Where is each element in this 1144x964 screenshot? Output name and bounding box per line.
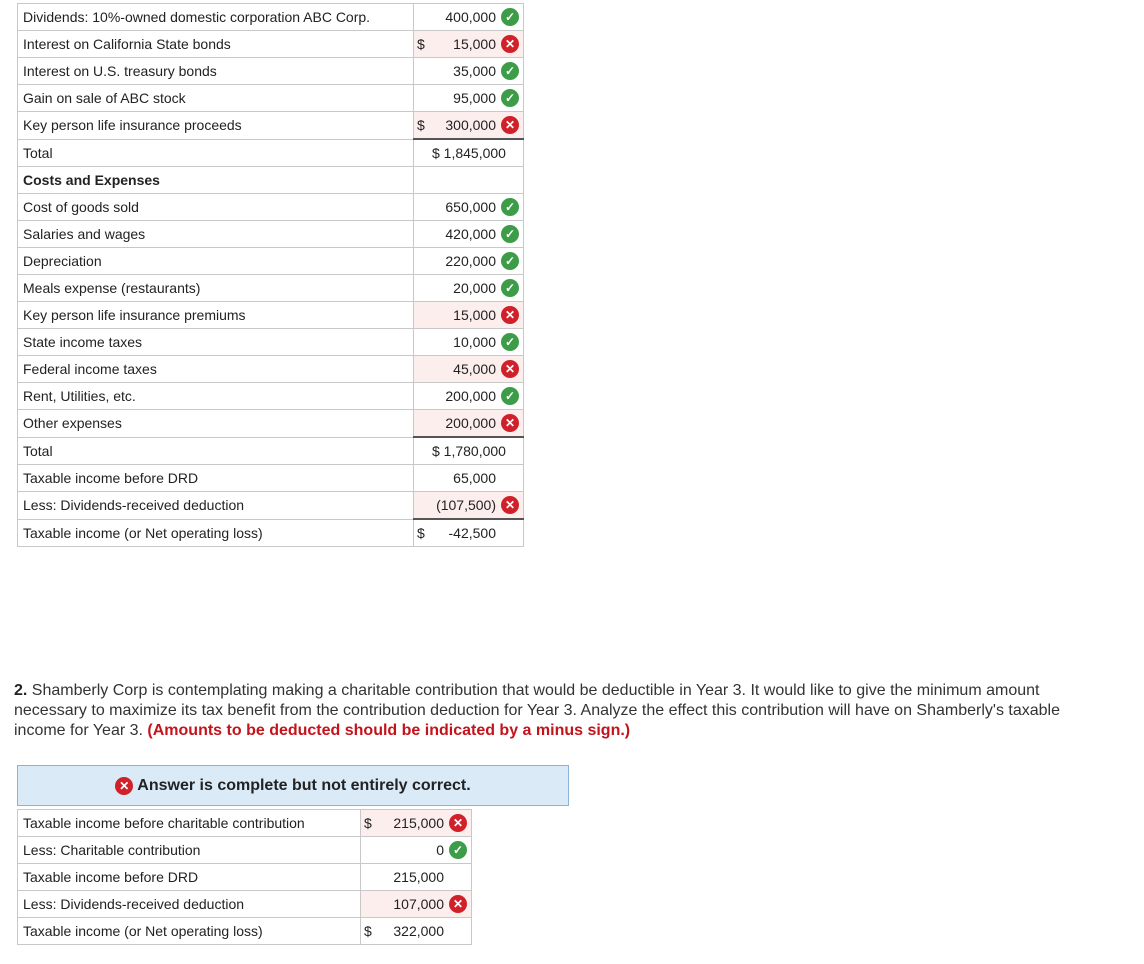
row-label: Taxable income before DRD — [18, 465, 414, 492]
table-row — [18, 410, 524, 438]
amount-value: 35,000 — [453, 63, 496, 79]
row-label: State income taxes — [18, 329, 414, 356]
table-row — [18, 519, 524, 547]
table-row — [18, 112, 524, 140]
table-row — [18, 437, 524, 465]
currency-symbol: $ — [417, 117, 425, 133]
row-label: Taxable income before charitable contribution — [18, 810, 361, 837]
checkmark-icon: ✓ — [449, 841, 467, 859]
question-body: Shamberly Corp is contemplating making a charitable contribution that would be deductible in Year 3. It would like to give the minimum amount necessary to maximize its tax benefit from the contribution deduction for Year 3. Analyze the effect this contribution will have on Shamberly's taxable income for Year 3. — [14, 682, 1060, 739]
checkmark-icon: ✓ — [501, 8, 519, 26]
table-row — [18, 302, 524, 329]
incorrect-icon: ✕ — [501, 496, 519, 514]
amount-input[interactable] — [414, 31, 524, 58]
table-row — [18, 4, 524, 31]
incorrect-icon: ✕ — [501, 360, 519, 378]
amount-input[interactable] — [361, 891, 472, 918]
amount-value: (107,500) — [436, 497, 496, 513]
table-row — [18, 837, 472, 864]
currency-symbol: $ — [417, 36, 425, 52]
currency-symbol: $ — [364, 815, 372, 831]
amount-value: 650,000 — [445, 199, 496, 215]
amount-input[interactable] — [414, 410, 524, 438]
value-cell — [414, 167, 524, 194]
table-row — [18, 58, 524, 85]
amount-value: 322,000 — [393, 923, 444, 939]
incorrect-icon: ✕ — [501, 116, 519, 134]
currency-symbol: $ — [417, 525, 425, 541]
row-label: Taxable income (or Net operating loss) — [18, 519, 414, 547]
table-row — [18, 465, 524, 492]
incorrect-icon: ✕ — [501, 35, 519, 53]
amount-value: 10,000 — [453, 334, 496, 350]
amount-input[interactable] — [414, 329, 524, 356]
checkmark-icon: ✓ — [501, 198, 519, 216]
table-row — [18, 492, 524, 520]
amount-input[interactable] — [414, 221, 524, 248]
table-row — [18, 329, 524, 356]
amount-value: 420,000 — [445, 226, 496, 242]
row-label: Dividends: 10%-owned domestic corporation ABC Corp. — [18, 4, 414, 31]
row-label: Cost of goods sold — [18, 194, 414, 221]
amount-input[interactable] — [414, 383, 524, 410]
row-label: Key person life insurance premiums — [18, 302, 414, 329]
row-label: Interest on California State bonds — [18, 31, 414, 58]
amount-value: 215,000 — [393, 815, 444, 831]
amount-value: 95,000 — [453, 90, 496, 106]
table-row — [18, 918, 472, 945]
amount-input[interactable] — [414, 112, 524, 140]
amount-input[interactable] — [414, 302, 524, 329]
table-row — [18, 167, 524, 194]
value-cell — [414, 437, 524, 465]
amount-value: 400,000 — [445, 9, 496, 25]
table-row — [18, 221, 524, 248]
amount-value: 45,000 — [453, 361, 496, 377]
amount-input[interactable] — [414, 275, 524, 302]
amount-value: 200,000 — [445, 415, 496, 431]
value-cell — [414, 465, 524, 492]
table-row — [18, 864, 472, 891]
row-label: Salaries and wages — [18, 221, 414, 248]
value-cell — [361, 918, 472, 945]
value-cell — [414, 519, 524, 547]
answer-status-banner — [17, 765, 569, 806]
amount-value: 0 — [436, 842, 444, 858]
amount-value: 20,000 — [453, 280, 496, 296]
value-cell — [414, 139, 524, 167]
incorrect-icon: ✕ — [449, 814, 467, 832]
table-row — [18, 139, 524, 167]
question-number: 2. — [14, 682, 28, 699]
amount-input[interactable] — [414, 58, 524, 85]
amount-input[interactable] — [361, 837, 472, 864]
table-row — [18, 275, 524, 302]
amount-value: 15,000 — [453, 307, 496, 323]
table-row — [18, 891, 472, 918]
row-label: Less: Charitable contribution — [18, 837, 361, 864]
table-row — [18, 31, 524, 58]
amount-value: 15,000 — [453, 36, 496, 52]
table-row — [18, 85, 524, 112]
amount-input[interactable] — [414, 248, 524, 275]
table-row — [18, 194, 524, 221]
incorrect-icon: ✕ — [501, 306, 519, 324]
amount-input[interactable] — [414, 356, 524, 383]
table-row — [18, 383, 524, 410]
row-label: Rent, Utilities, etc. — [18, 383, 414, 410]
row-label: Less: Dividends-received deduction — [18, 492, 414, 520]
row-label: Taxable income before DRD — [18, 864, 361, 891]
question-instruction: (Amounts to be deducted should be indicated by a minus sign.) — [147, 722, 631, 739]
row-label: Less: Dividends-received deduction — [18, 891, 361, 918]
amount-input[interactable] — [361, 810, 472, 837]
row-label: Meals expense (restaurants) — [18, 275, 414, 302]
checkmark-icon: ✓ — [501, 89, 519, 107]
value-cell — [361, 864, 472, 891]
row-label: Other expenses — [18, 410, 414, 438]
incorrect-icon: ✕ — [449, 895, 467, 913]
row-label: Total — [18, 437, 414, 465]
checkmark-icon: ✓ — [501, 279, 519, 297]
row-label: Taxable income (or Net operating loss) — [18, 918, 361, 945]
amount-value: $ 1,845,000 — [432, 145, 506, 161]
amount-value: 65,000 — [453, 470, 496, 486]
answer-status-text: Answer is complete but not entirely correct. — [137, 776, 471, 794]
amount-value: -42,500 — [448, 525, 496, 541]
amount-input[interactable] — [414, 4, 524, 31]
checkmark-icon: ✓ — [501, 333, 519, 351]
amount-value: 107,000 — [393, 896, 444, 912]
row-label: Interest on U.S. treasury bonds — [18, 58, 414, 85]
question-text — [14, 681, 1094, 741]
amount-value: 215,000 — [393, 869, 444, 885]
row-label: Federal income taxes — [18, 356, 414, 383]
amount-value: 220,000 — [445, 253, 496, 269]
table-row — [18, 356, 524, 383]
amount-value: $ 1,780,000 — [432, 443, 506, 459]
checkmark-icon: ✓ — [501, 252, 519, 270]
table-row — [18, 810, 472, 837]
amount-value: 300,000 — [445, 117, 496, 133]
checkmark-icon: ✓ — [501, 225, 519, 243]
incorrect-icon: ✕ — [115, 777, 133, 795]
amount-input[interactable] — [414, 194, 524, 221]
currency-symbol: $ — [364, 923, 372, 939]
amount-input[interactable] — [414, 492, 524, 520]
row-label: Depreciation — [18, 248, 414, 275]
row-label: Gain on sale of ABC stock — [18, 85, 414, 112]
charitable-contribution-table — [17, 809, 472, 945]
amount-input[interactable] — [414, 85, 524, 112]
row-label: Key person life insurance proceeds — [18, 112, 414, 140]
income-table — [17, 3, 524, 547]
checkmark-icon: ✓ — [501, 62, 519, 80]
row-label: Costs and Expenses — [18, 167, 414, 194]
table-row — [18, 248, 524, 275]
amount-value: 200,000 — [445, 388, 496, 404]
checkmark-icon: ✓ — [501, 387, 519, 405]
incorrect-icon: ✕ — [501, 414, 519, 432]
row-label: Total — [18, 139, 414, 167]
